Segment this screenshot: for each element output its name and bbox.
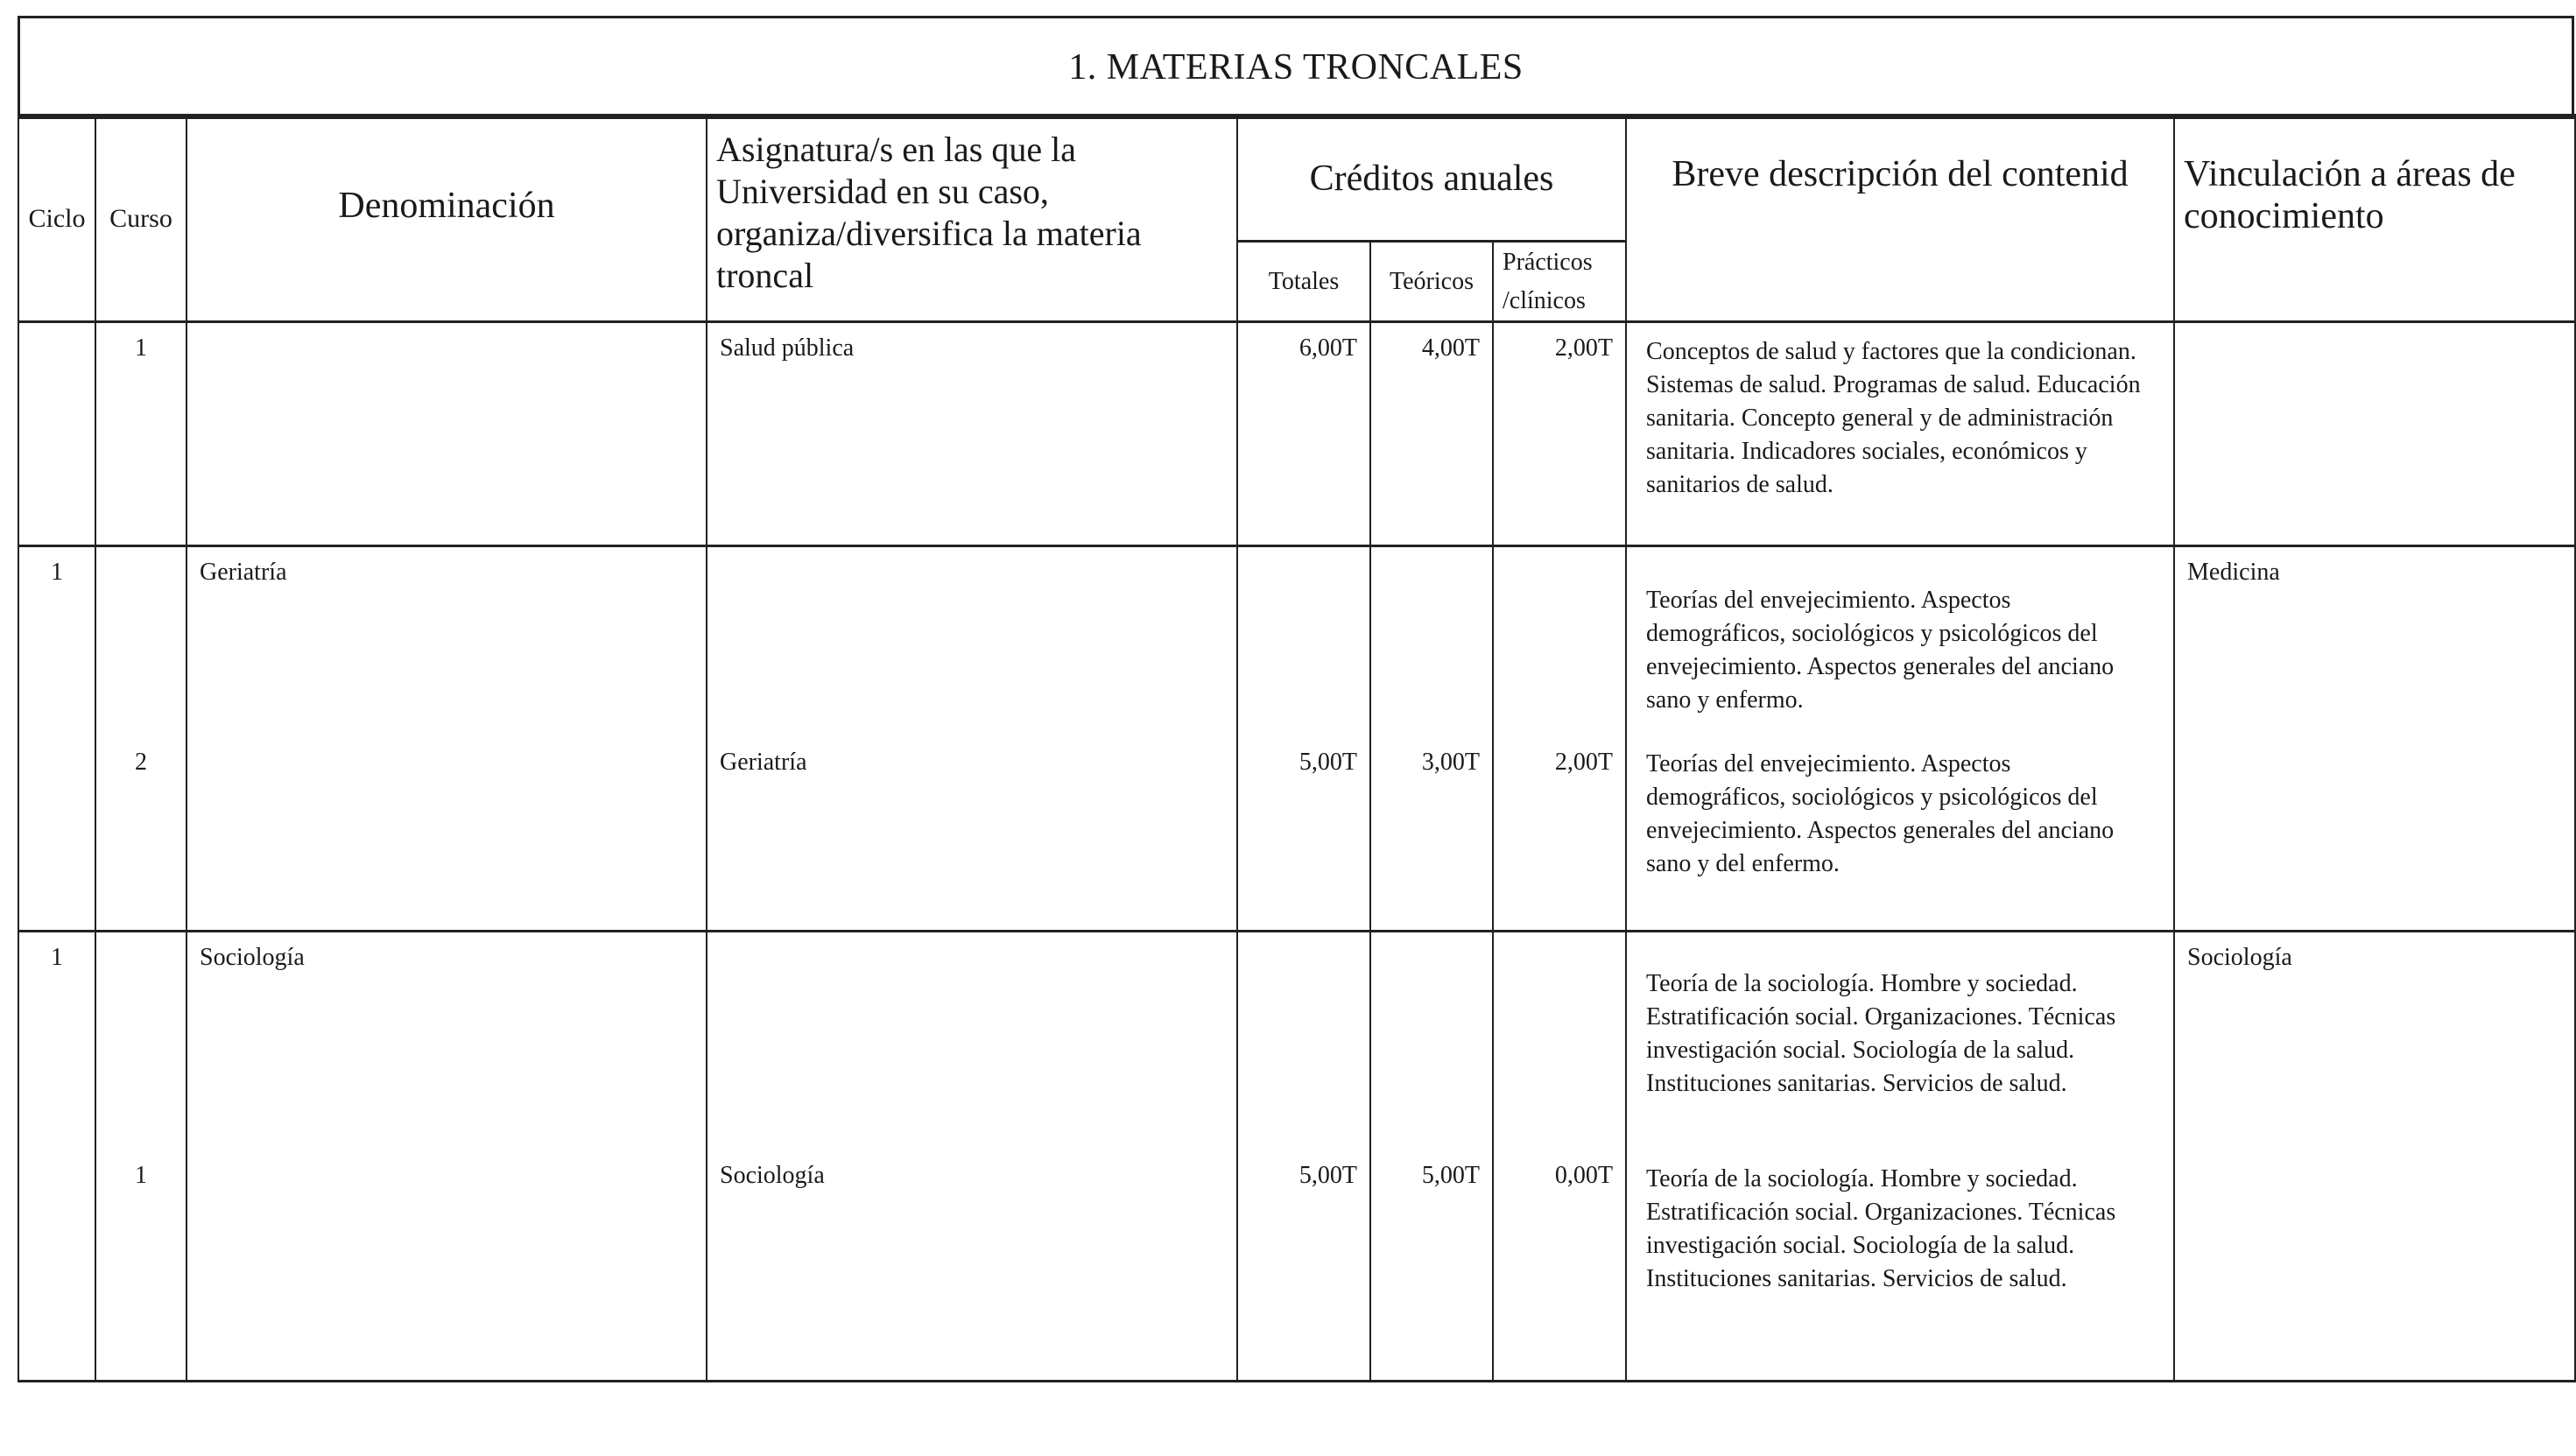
header-row — [18, 116, 2575, 242]
practicos-cell: 0,00T — [1493, 1150, 1626, 1382]
denominacion-cell — [187, 322, 707, 546]
vinculacion-cell — [2174, 737, 2575, 932]
teoricos-cell: 4,00T — [1370, 322, 1493, 546]
header-descripcion-text: Breve descripción del contenid — [1672, 154, 2129, 194]
totales-cell — [1237, 546, 1370, 737]
vinculacion-cell: Sociología — [2174, 932, 2575, 1150]
header-denominacion: Denominación — [187, 116, 707, 322]
curso-cell: 1 — [95, 322, 187, 546]
header-curso: Curso — [95, 116, 187, 322]
teoricos-cell: 3,00T — [1370, 737, 1493, 932]
header-practicos: Prácticos /clínicos — [1493, 242, 1626, 322]
curso-cell: 1 — [95, 1150, 187, 1382]
ciclo-cell: 1 — [18, 546, 95, 737]
table-row — [18, 1150, 2575, 1382]
descripcion-cell: Teorías del envejecimiento. Aspectos demográficos, sociológicos y psicológicos del envejecimiento. Aspectos generales del anciano sano y del enfermo. — [1626, 737, 2174, 932]
table-row — [18, 737, 2575, 932]
vinculacion-cell — [2174, 1150, 2575, 1382]
teoricos-cell — [1370, 932, 1493, 1150]
header-teoricos: Teóricos — [1370, 242, 1493, 322]
header-vinculacion — [2174, 116, 2575, 322]
document-page — [18, 16, 2572, 1448]
ciclo-cell — [18, 322, 95, 546]
curso-cell: 2 — [95, 737, 187, 932]
curso-cell — [95, 546, 187, 737]
table-title: 1. MATERIAS TRONCALES — [18, 16, 2574, 119]
ciclo-cell: 1 — [18, 932, 95, 1150]
practicos-cell: 2,00T — [1493, 322, 1626, 546]
ciclo-cell — [18, 1150, 95, 1382]
vinculacion-cell — [2174, 322, 2575, 546]
descripcion-cell: Teorías del envejecimiento. Aspectos demográficos, sociológicos y psicológicos del envejecimiento. Aspectos generales del anciano sano y enfermo. — [1626, 546, 2174, 737]
denominacion-cell — [187, 1150, 707, 1382]
table-row — [18, 932, 2575, 1150]
totales-cell: 6,00T — [1237, 322, 1370, 546]
practicos-cell: 2,00T — [1493, 737, 1626, 932]
header-vinculacion-text: Vinculación a áreas de conocimiento — [2184, 154, 2516, 236]
ciclo-cell — [18, 737, 95, 932]
practicos-cell — [1493, 932, 1626, 1150]
table-row — [18, 546, 2575, 737]
header-totales: Totales — [1237, 242, 1370, 322]
header-descripcion — [1626, 116, 2174, 322]
descripcion-cell: Teoría de la sociología. Hombre y sociedad. Estratificación social. Organizaciones. Técnicas investigación social. Sociología de la salud. Instituciones sanitarias. Servicios de salud. — [1626, 1150, 2174, 1382]
practicos-cell — [1493, 546, 1626, 737]
denominacion-cell: Geriatría — [187, 546, 707, 737]
header-ciclo: Ciclo — [18, 116, 95, 322]
asignatura-cell: Salud pública — [707, 322, 1237, 546]
header-asignatura — [707, 116, 1237, 322]
descripcion-cell: Conceptos de salud y factores que la condicionan. Sistemas de salud. Programas de salud. Educación sanitaria. Concepto general y de administración sanitaria. Indicadores sociales, económicos y sanitarios de salud. — [1626, 322, 2174, 546]
denominacion-cell: Sociología — [187, 932, 707, 1150]
teoricos-cell: 5,00T — [1370, 1150, 1493, 1382]
header-creditos: Créditos anuales — [1237, 116, 1626, 242]
totales-cell: 5,00T — [1237, 737, 1370, 932]
asignatura-cell: Sociología — [707, 1150, 1237, 1382]
header-asignatura-text: Asignatura/s en las que la Universidad en su caso, organiza/diversifica la materia troncal — [716, 130, 1142, 295]
teoricos-cell — [1370, 546, 1493, 737]
asignatura-cell — [707, 546, 1237, 737]
curso-cell — [95, 932, 187, 1150]
vinculacion-cell: Medicina — [2174, 546, 2575, 737]
totales-cell: 5,00T — [1237, 1150, 1370, 1382]
asignatura-cell: Geriatría — [707, 737, 1237, 932]
asignatura-cell — [707, 932, 1237, 1150]
materias-table — [18, 114, 2576, 1382]
descripcion-cell: Teoría de la sociología. Hombre y sociedad. Estratificación social. Organizaciones. Técnicas investigación social. Sociología de la salud. Instituciones sanitarias. Servicios de salud. — [1626, 932, 2174, 1150]
totales-cell — [1237, 932, 1370, 1150]
denominacion-cell — [187, 737, 707, 932]
table-row — [18, 322, 2575, 546]
